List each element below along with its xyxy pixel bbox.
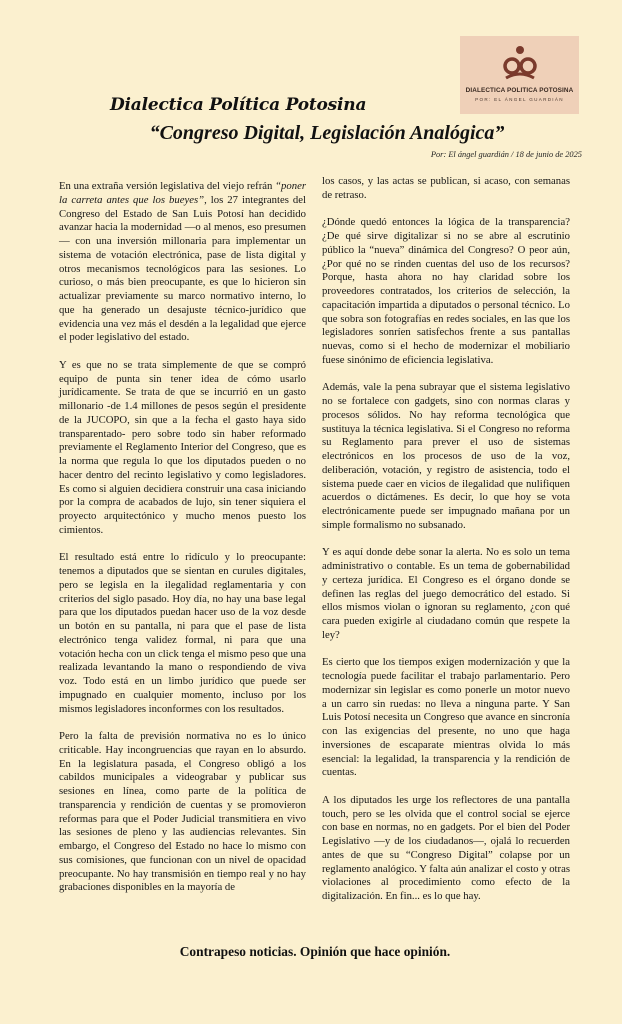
brand-title: Dialectica Política Potosina: [110, 95, 367, 115]
byline: Por: El ángel guardián / 18 de junio de 2025: [430, 150, 582, 159]
emphasis: “poner la carreta antes que los bueyes”: [59, 180, 306, 206]
logo-name: DIALECTICA POLITICA POTOSINA: [465, 87, 574, 94]
paragraph: Además, vale la pena subrayar que el sistema legislativo no se fortalece con gadgets, sino con normas claras y procesos sólidos. No hay reforma tecnológica que sustituya la técnica legislativa. Si el Congreso no reforma su Reglamento para prever el uso de sistemas electrónicos en los procesos de uso de la voz, deliberación, votación, y registro de asistencia, todo el sistema puede caer en vicios de ilegalidad que nulifiquen acuerdos o dictámenes. Es decir, lo que hoy se vota electrónicamente puede ser impugnado mañana por un simple formalismo no subsanado.: [322, 381, 570, 531]
logo-mark-icon: [502, 44, 538, 84]
paragraph: Es cierto que los tiempos exigen modernización y que la tecnología puede facilitar el trabajo parlamentario. Pero modernizar sin legislar es como ponerle un motor nuevo a un carro sin ruedas: no lleva a ninguna parte. Y San Luis Potosí necesita un Congreso que avance en sincronía con las exigencias del presente, no uno que haga inversiones de escaparate mientras olvida lo más esencial: la legalidad, la transparencia y la rendición de cuentas.: [322, 656, 570, 779]
paragraph: Y es que no se trata simplemente de que se compró equipo de punta sin tener idea de cómo usarlo jurídicamente. Se trata de que se incurrió en un gasto millonario -de 1.4 millones de pesos según el presidente de la JUCOPO, sin que a la fecha el gasto haya sido transparentado- pero sobre todo sin haber reformado previamente el Reglamento Interior del Congreso, que es la norma que regula lo que los diputados pueden o no hacer dentro del recinto legislativo y como legisladores. Es como si alguien decidiera construir una casa iniciando por la compra de acabados de lujo, sin tener siquiera el proyecto arquitectónico y mucho menos puesto los cimientos.: [59, 358, 306, 536]
paragraph: En una extraña versión legislativa del viejo refrán “poner la carreta antes que los bueyes”, los 27 integrantes del Congreso del Estado de San Luis Potosí han decidido avanzar hacia la modernidad —o al menos, eso presumen— con una inversión millonaria para implementar un sistema de votación electrónica, pase de lista digital y otros mecanismos tecnológicos para las sesiones. Lo curioso, o más bien preocupante, es que lo hicieron sin actualizar previamente su marco normativo interno, lo que ha generado un desajuste técnico-jurídico que evidencia una vez más el desdén a la legalidad que ejerce el poder legislativo del estado.: [59, 180, 306, 344]
footer-tagline: Contrapeso noticias. Opinión que hace opinión.: [179, 944, 451, 959]
paragraph: A los diputados les urge los reflectores de una pantalla touch, pero se les olvida que el control social se ejerce con base en normas, no en gadgets. Por el bien del Poder Legislativo —y de los ciudadanos—, ojalá lo recuerden antes de que su “Congreso Digital” colapse por un reglamento analógico. Y falta aún analizar el costo y otras violaciones al procedimiento como efecto de la digitalización. En fin... es lo que hay.: [322, 793, 570, 902]
paragraph: ¿Dónde quedó entonces la lógica de la transparencia? ¿De qué sirve digitalizar si no se abre al escrutinio público la “nueva” dinámica del Congreso? O peor aún, ¿Por qué no se rinden cuentas del uso de los recursos? Porque, hasta ahora no hay claridad sobre los proveedores contratados, los criterios de selección, la capacitación impartida a diputados o personal técnico. Lo que sobra son fotografías en redes sociales, en las que los legisladores sonríen satisfechos frente a sus pantallas nuevas, como si el hecho de modernizar el mobiliario fuese sinónimo de eficiencia legislativa.: [322, 216, 570, 366]
right-column: [322, 175, 570, 918]
article-headline: “Congreso Digital, Legislación Analógica”: [149, 122, 505, 144]
paragraph: los casos, y las actas se publican, si acaso, con semanas de retraso.: [322, 175, 570, 201]
logo: [460, 36, 579, 114]
paragraph: Y es aquí donde debe sonar la alerta. No es solo un tema administrativo o contable. Es un tema de gobernabilidad y certeza jurídica. El Congreso es el órgano donde se definen las reglas del juego democrático del estado. Si ellos mismos violan o ignoran su reglamento, ¿con qué cara pueden exigirle al ciudadano común que respete la ley?: [322, 546, 570, 641]
left-column: [59, 180, 306, 909]
paragraph: Pero la falta de previsión normativa no es lo único criticable. Hay incongruencias que rayan en lo absurdo. En la legislatura pasada, el Congreso obligó a los cabildos municipales a videograbar y publicar sus sesiones en línea, como parte de la política de transparencia y rendición de cuentas y se promovieron reformas para que el Poder Judicial transmitiera en vivo las sesiones de pleno y las audiencias relevantes. Sin embargo, el Congreso del Estado no hace lo mismo con sus comisiones, que funcionan con un nivel de opacidad preocupante. No hay transmisión en tiempo real y no hay grabaciones disponibles en la mayoría de: [59, 730, 306, 894]
paragraph: El resultado está entre lo ridículo y lo preocupante: tenemos a diputados que se sientan en curules digitales, pero se legisla en la ilegalidad reglamentaria y con criterios del siglo pasado. Hoy día, no hay una base legal para que los diputados puedan hacer uso de la voz desde un botón en su pantalla, ni para que el pase de lista electrónico tenga validez formal, ni para que una votación hecha con un click tenga el mismo peso que una realizada levantando la mano o respondiendo de viva voz. Todo está en un limbo jurídico que puede ser impugnado en cualquier momento, incluso por los mismos legisladores inconformes con los resultados.: [59, 551, 306, 715]
logo-subtitle: POR: EL ÁNGEL GUARDIÁN: [475, 97, 564, 102]
